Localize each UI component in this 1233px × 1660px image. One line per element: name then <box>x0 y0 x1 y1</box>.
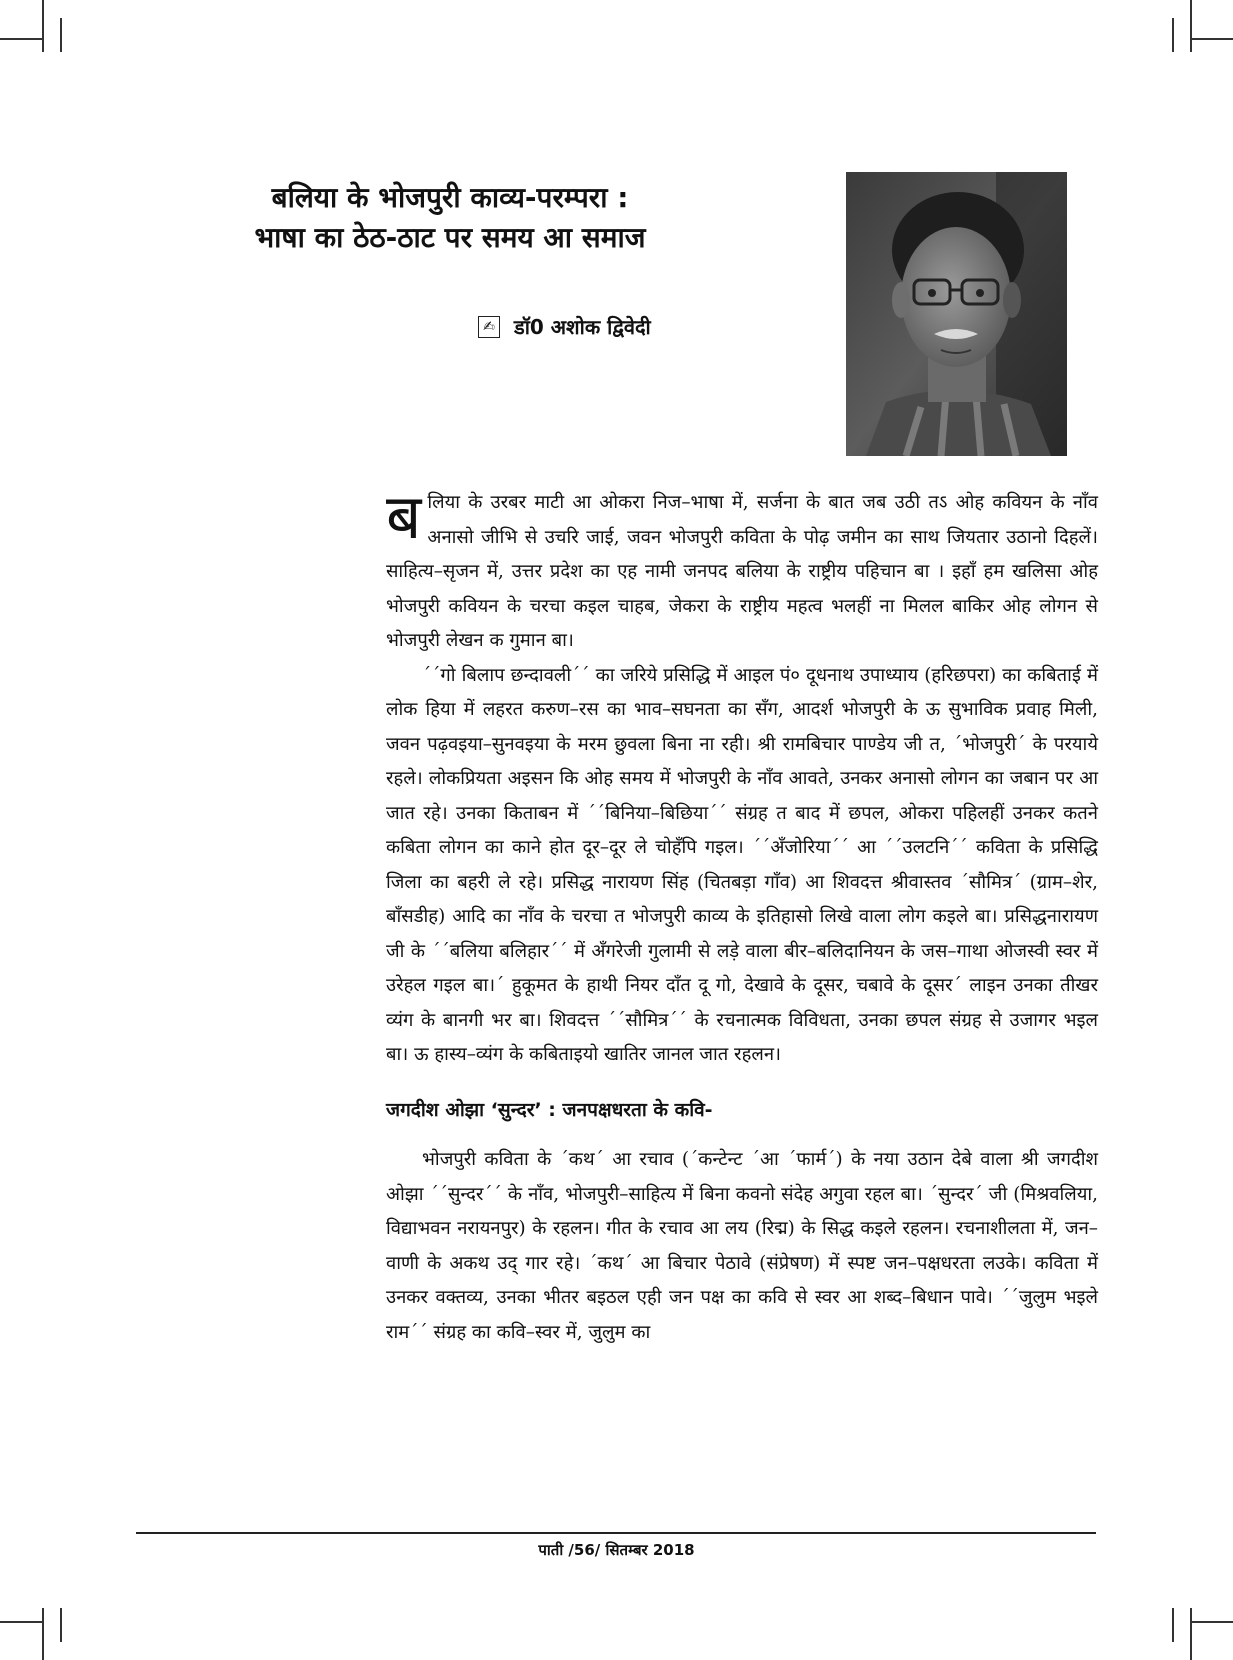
paragraph-1 <box>386 480 1098 659</box>
drop-cap: ब <box>386 480 422 553</box>
author-photo <box>846 172 1067 456</box>
crop-mark <box>60 18 62 52</box>
article-body <box>386 480 1098 1350</box>
crop-mark <box>1190 0 1192 52</box>
crop-mark <box>1191 38 1233 40</box>
paragraph-3: भोजपुरी कविता के ´कथ´ आ रचाव (´कन्टेन्ट ´आ ´फार्म´) के नया उठान देबे वाला श्री जगदीश ओझा ´´सुन्दर´´ के नाँव, भोजपुरी–साहित्य में बिना कवनो संदेह अगुवा रहल बा। ´सुन्दर´ जी (मिश्रवलिया, विद्याभवन नरायनपुर) के रहलन। गीत के रचाव आ लय (रिद्म) के सिद्ध कइले रहलन। रचनाशीलता में, जन–वाणी के अकथ उद् गार रहे। ´कथ´ आ बिचार पेठावे (संप्रेषण) में स्पष्ट जन–पक्षधरता लउके। कविता में उनकर वक्तव्य, उनका भीतर बइठल एही जन पक्ष का कवि से स्वर आ शब्द–बिधान पावे। ´´जुलुम भइले राम´´ संग्रह का कवि–स्वर में, जुलुम का <box>386 1149 1098 1343</box>
page-footer: पाती /56/ सितम्बर 2018 <box>538 1541 695 1559</box>
article-title <box>150 178 750 258</box>
crop-mark <box>1172 18 1174 52</box>
crop-mark <box>1190 1608 1192 1660</box>
author-name: डॉ0 अशोक द्विवेदी <box>514 315 651 339</box>
title-line-2: भाषा का ठेठ-ठाट पर समय आ समाज <box>254 221 646 254</box>
crop-mark <box>1191 1621 1233 1623</box>
crop-mark <box>60 1608 62 1642</box>
section-heading: जगदीश ओझा ‘सुन्दर’ : जनपक्षधरता के कवि- <box>386 1098 713 1121</box>
crop-mark <box>42 1608 44 1660</box>
author-byline <box>478 313 651 340</box>
crop-mark <box>0 38 42 40</box>
footer-rule <box>136 1532 1096 1534</box>
paragraph-1-text: लिया के उरबर माटी आ ओकरा निज–भाषा में, सर्जना के बात जब उठी तऽ ओह कवियन के नाँव अनासो जीभि से उचरि जाई, जवन भोजपुरी कविता के पोढ़ जमीन का साथ जियतार उठानो दिहलें। साहित्य–सृजन में, उत्तर प्रदेश का एह नामी जनपद बलिया के राष्ट्रीय पहिचान बा । इहाँ हम खलिसा ओह भोजपुरी कवियन के चरचा कइल चाहब, जेकरा के राष्ट्रीय महत्व भलहीं ना मिलल बाकिर ओह लोगन से भोजपुरी लेखन क गुमान बा। <box>386 492 1098 651</box>
paragraph-2: ´´गो बिलाप छन्दावली´´ का जरिये प्रसिद्धि में आइल पं० दूधनाथ उपाध्याय (हरिछपरा) का कबिताई में लोक हिया में लहरत करुण–रस का भाव–सघनता का सँग, आदर्श भोजपुरी के ऊ सुभाविक प्रवाह मिली, जवन पढ़वइया–सुनवइया के मरम छुवला बिना ना रही। श्री रामबिचार पाण्डेय जी त, ´भोजपुरी´ के परयाये रहले। लोकप्रियता अइसन कि ओह समय में भोजपुरी के नाँव आवते, उनकर अनासो लोगन का जबान पर आ जात रहे। उनका किताबन में ´´बिनिया–बिछिया´´ संग्रह त बाद में छपल, ओकरा पहिलहीं उनकर कतने कबिता लोगन का काने होत दूर–दूर ले चोहँपि गइल। ´´अँजोरिया´´ आ ´´उलटनि´´ कविता के प्रसिद्धि जिला का बहरी ले रहे। प्रसिद्ध नारायण सिंह (चितबड़ा गाँव) आ शिवदत्त श्रीवास्तव ´सौमित्र´ (ग्राम–शेर, बाँसडीह) आदि का नाँव के चरचा त भोजपुरी काव्य के इतिहासो लिखे वाला लोग कइले बा। प्रसिद्धनारायण जी के ´´बलिया बलिहार´´ में अँगरेजी गुलामी से लड़े वाला बीर–बलिदानियन के जस–गाथा ओजस्वी स्वर में उरेहल गइल बा।´ हुकूमत के हाथी नियर दाँत दू गो, देखावे के दूसर, चबावे के दूसर´ लाइन उनका तीखर व्यंग के बानगी भर बा। शिवदत्त ´´सौमित्र´´ के रचनात्मक विविधता, उनका छपल संग्रह से उजागर भइल बा। ऊ हास्य–व्यंग के कबिताइयो खातिर जानल जात रहलन। <box>386 664 1098 1065</box>
pen-note-icon: ✍ <box>478 316 500 338</box>
title-line-1: बलिया के भोजपुरी काव्य-परम्परा : <box>271 181 629 214</box>
crop-mark <box>42 0 44 52</box>
crop-mark <box>1172 1608 1174 1642</box>
crop-mark <box>0 1621 42 1623</box>
